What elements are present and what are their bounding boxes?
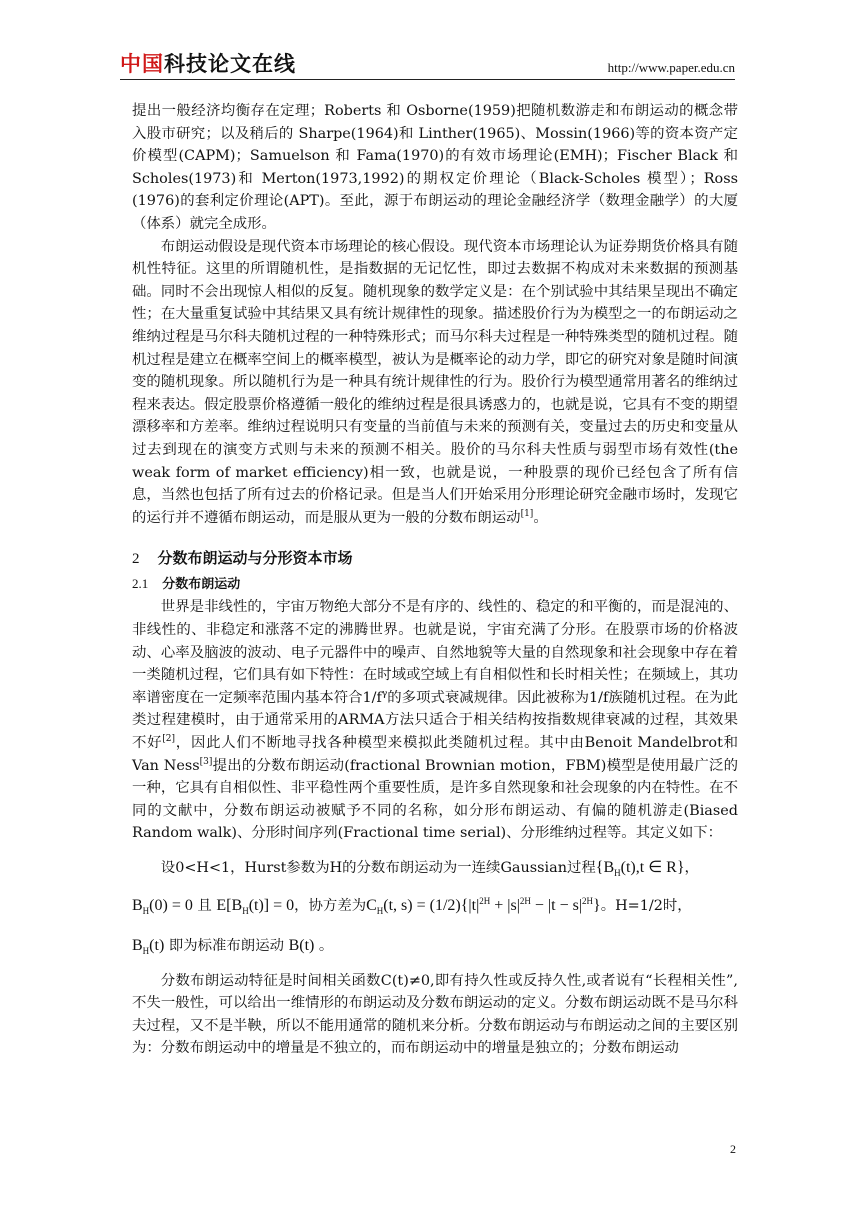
header-url[interactable]: http://www.paper.edu.cn (607, 60, 735, 75)
definition-line: 设0<H<1，Hurst参数为H的分数布朗运动为一连续Gaussian过程{$B_H(t),t$ ∈ R}， (160, 859, 699, 879)
section-2-1-heading: 2.1 分数布朗运动 (132, 575, 241, 592)
journal-logo: 中国科技论文在线 (120, 52, 296, 76)
paragraph-3: 世界是非线性的，宇宙万物绝大部分不是有序的、线性的、稳定的和平衡的，而是混沌的、非线性的、非稳定和涨落不定的沸腾世界。也就是说，宇宙充满了分形。在股票市场的价格波动、心率及脑波的波动、电子元器件中的噪声、自然地貌等大量的自然现象和社会现象中存在着一类随机过程，它们具有如下特性：在时域或空域上有自相似性和长时相关性；在频域上，其功率谱密度在一定频率范围内基本符合$1/f^\gamma$的多项式衰减规律。因此被称为1/f族随机过程。在为此类过程建模时，由于通常采用的ARMA方法只适合于相关结构按指数规律衰减的过程，其效果不好[2]，因此人们不断地寻找各种模型来模拟此类随机过程。其中由Benoit Mandelbrot和Van Ness[3]提出的分数布朗运动(fractional Brownian motion，FBM)模型是使用最广泛的一种，它具有自相似性、非平稳性两个重要性质，是许多自然现象和社会现象的内在特性。在不同的文献中，分数布朗运动被赋予不同的名称，如分形布朗运动、有偏的随机游走(Biased Random walk)、分形时间序列(Fractional time serial)、分形维纳过程等。其定义如下： (132, 599, 738, 842)
article-body (132, 100, 738, 1060)
standard-bm-line: $B_H(t)$ 即为标准布朗运动 B(t) 。 (132, 936, 334, 956)
citation-2[interactable]: [2] (162, 734, 176, 745)
paragraph-4: 分数布朗运动特征是时间相关函数C(t)≠0,即有持久性或反持久性,或者说有“长程相关性”,不失一般性，可以给出一维情形的布朗运动及分数布朗运动的定义。分数布朗运动既不是马尔科夫过程，又不是半鞅，所以不能用通常的随机来分析。分数布朗运动与布朗运动之间的主要区别为：分数布朗运动中的增量是不独立的，而布朗运动中的增量是独立的；分数布朗运动 (132, 972, 738, 1057)
section-2-heading: 2 分数布朗运动与分形资本市场 (132, 549, 353, 568)
page-header (120, 44, 735, 78)
paragraph-2: 布朗运动假设是现代资本市场理论的核心假设。现代资本市场理论认为证券期货价格具有随机性特征。这里的所谓随机性，是指数据的无记忆性，即过去数据不构成对未来数据的预测基础。同时不会出现惊人相似的反复。随机现象的数学定义是：在个别试验中其结果呈现出不确定性；在大量重复试验中其结果又具有统计规律性的现象。描述股价行为为模型之一的布朗运动之维纳过程是马尔科夫随机过程的一种特殊形式；而马尔科夫过程是一种特殊类型的随机过程。随机过程是建立在概率空间上的概率模型，被认为是概率论的动力学，即它的研究对象是随时间演变的随机现象。所以随机行为是一种具有统计规律性的行为。股价行为模型通常用著名的维纳过程来表达。假定股票价格遵循一般化的维纳过程是很具诱惑力的，也就是说，它具有不变的期望漂移率和方差率。维纳过程说明只有变量的当前值与未来的预测有关，变量过去的历史和变量从过去到现在的演变方式则与未来的预测不相关。股价的马尔科夫性质与弱型市场有效性(the weak form of market efficiency)相一致，也就是说，一种股票的现价已经包含了所有信息，当然也包括了所有过去的价格记录。但是当人们开始采用分形理论研究金融市场时，发现它的运行并不遵循布朗运动，而是服从更为一般的分数布朗运动[1]。 (132, 238, 738, 526)
page-number: 2 (730, 1142, 736, 1156)
paragraph-1: 提出一般经济均衡存在定理；Roberts 和 Osborne(1959)把随机数游走和布朗运动的概念带入股市研究；以及稍后的 Sharpe(1964)和 Linther(1965)、Mossin(1966)等的资本资产定价模型(CAPM)；Samuelson 和 Fama(1970)的有效市场理论(EMH)；Fischer Black 和 Scholes(1973)和 Merton(1973,1992)的期权定价理论（Black-Scholes 模型）；Ross (1976)的套利定价理论(APT)。至此，源于布朗运动的理论金融经济学（数理金融学）的大厦（体系）就完全成形。 (132, 103, 738, 232)
citation-3[interactable]: [3] (199, 756, 213, 767)
equation-line: $B_H(0) = 0$ 且 $E[B_H(t)] = 0$，协方差为$C_H(t$, $s) = (1/2)\{|t|^{2H} + |s|^{2H} - |t - s|^{2H}\}$。H=1/2时， (132, 895, 692, 916)
gaussian-set: {$B_H(t),t$ ∈ R} (595, 859, 685, 879)
header-rule (120, 79, 735, 80)
citation-1[interactable]: [1] (520, 508, 534, 519)
